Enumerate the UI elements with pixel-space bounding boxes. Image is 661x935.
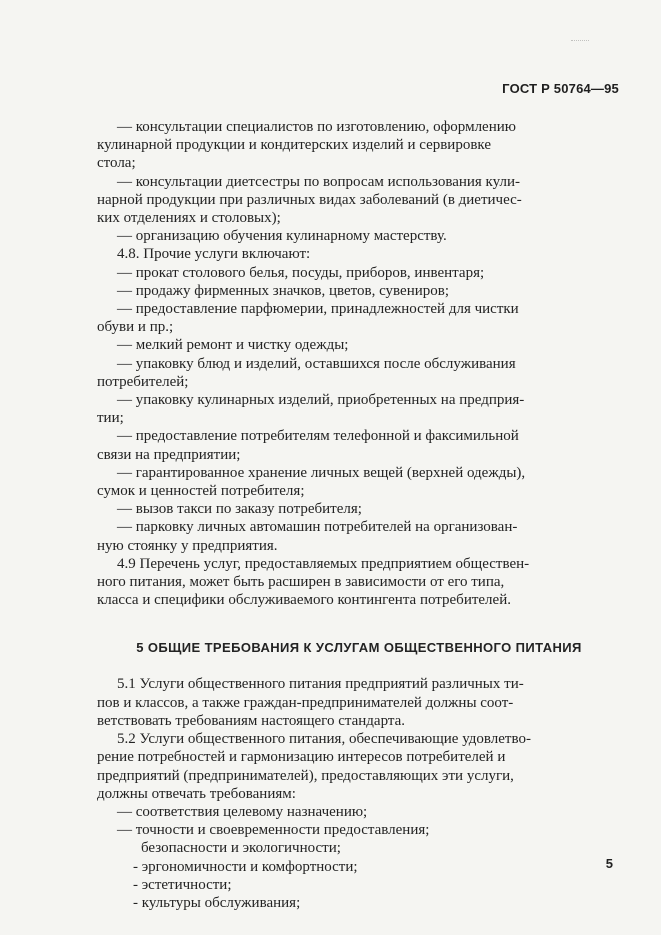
text-line-18: — предоставление потребителям телефонной и факсимильной xyxy=(117,428,519,445)
text-line-30: ветствовать требованиям настоящего стандарта. xyxy=(97,712,406,729)
text-line-19: связи на предприятии; xyxy=(97,446,241,463)
text-line-37: безопасности и экологичности; xyxy=(141,840,341,857)
text-line-12: обуви и пр.; xyxy=(97,319,174,336)
text-line-6: ких отделениях и столовых); xyxy=(97,210,281,227)
scan-mark xyxy=(571,40,589,49)
text-line-9: — прокат столового белья, посуды, приборов, инвентаря; xyxy=(117,264,485,281)
text-line-10: — продажу фирменных значков, цветов, сувениров; xyxy=(117,282,449,299)
text-line-24: ную стоянку у предприятия. xyxy=(97,537,278,554)
text-line-38: - эргономичности и комфортности; xyxy=(133,858,358,875)
section-5-title: 5 ОБЩИЕ ТРЕБОВАНИЯ К УСЛУГАМ ОБЩЕСТВЕННОГО ПИТАНИЯ xyxy=(136,640,582,656)
text-line-23: — парковку личных автомашин потребителей на организован- xyxy=(117,519,518,536)
text-line-25: 4.9 Перечень услуг, предоставляемых предприятием обществен- xyxy=(117,555,530,572)
text-line-29: пов и классов, а также граждан-предпринимателей должны соот- xyxy=(97,694,514,711)
document-body xyxy=(97,118,617,912)
page-number: 5 xyxy=(605,855,613,871)
text-line-36: — точности и своевременности предоставления; xyxy=(117,822,430,839)
text-line-13: — мелкий ремонт и чистку одежды; xyxy=(117,337,349,354)
document-header: ГОСТ Р 50764—95 xyxy=(502,81,619,96)
text-line-28: 5.1 Услуги общественного питания предприятий различных ти- xyxy=(117,676,524,693)
text-line-3: стола; xyxy=(97,155,136,172)
text-line-20: — гарантированное хранение личных вещей (верхней одежды), xyxy=(117,464,526,481)
text-line-27: класса и специфики обслуживаемого контингента потребителей. xyxy=(97,592,511,609)
text-line-1: — консультации специалистов по изготовлению, оформлению xyxy=(117,119,516,135)
text-line-22: — вызов такси по заказу потребителя; xyxy=(117,501,362,518)
text-line-32: рение потребностей и гармонизацию интересов потребителей и xyxy=(97,749,506,766)
text-line-26: ного питания, может быть расширен в зависимости от его типа, xyxy=(97,574,505,591)
text-line-5: нарной продукции при различных видах заболеваний (в диетичес- xyxy=(97,191,522,208)
section-4-text xyxy=(97,118,617,609)
text-line-40: - культуры обслуживания; xyxy=(133,894,301,911)
text-line-34: должны отвечать требованиям: xyxy=(97,785,296,802)
text-line-16: — упаковку кулинарных изделий, приобретенных на предприя- xyxy=(117,392,525,409)
text-line-21: сумок и ценностей потребителя; xyxy=(97,483,305,500)
text-line-8: 4.8. Прочие услуги включают: xyxy=(117,246,311,263)
text-line-11: — предоставление парфюмерии, принадлежностей для чистки xyxy=(117,301,519,318)
text-line-14: — упаковку блюд и изделий, оставшихся после обслуживания xyxy=(117,355,516,372)
text-line-39: - эстетичности; xyxy=(133,876,232,893)
text-line-33: предприятий (предпринимателей), предоставляющих эти услуги, xyxy=(97,767,514,784)
text-line-31: 5.2 Услуги общественного питания, обеспечивающие удовлетво- xyxy=(117,731,531,748)
text-line-15: потребителей; xyxy=(97,373,189,390)
text-line-7: — организацию обучения кулинарному мастерству. xyxy=(117,228,447,245)
section-5-text xyxy=(97,675,617,912)
text-line-2: кулинарной продукции и кондитерских изделий и сервировке xyxy=(97,137,491,154)
text-line-4: — консультации диетсестры по вопросам использования кули- xyxy=(117,173,520,190)
text-line-35: — соответствия целевому назначению; xyxy=(117,803,368,820)
text-line-17: тии; xyxy=(97,410,124,427)
